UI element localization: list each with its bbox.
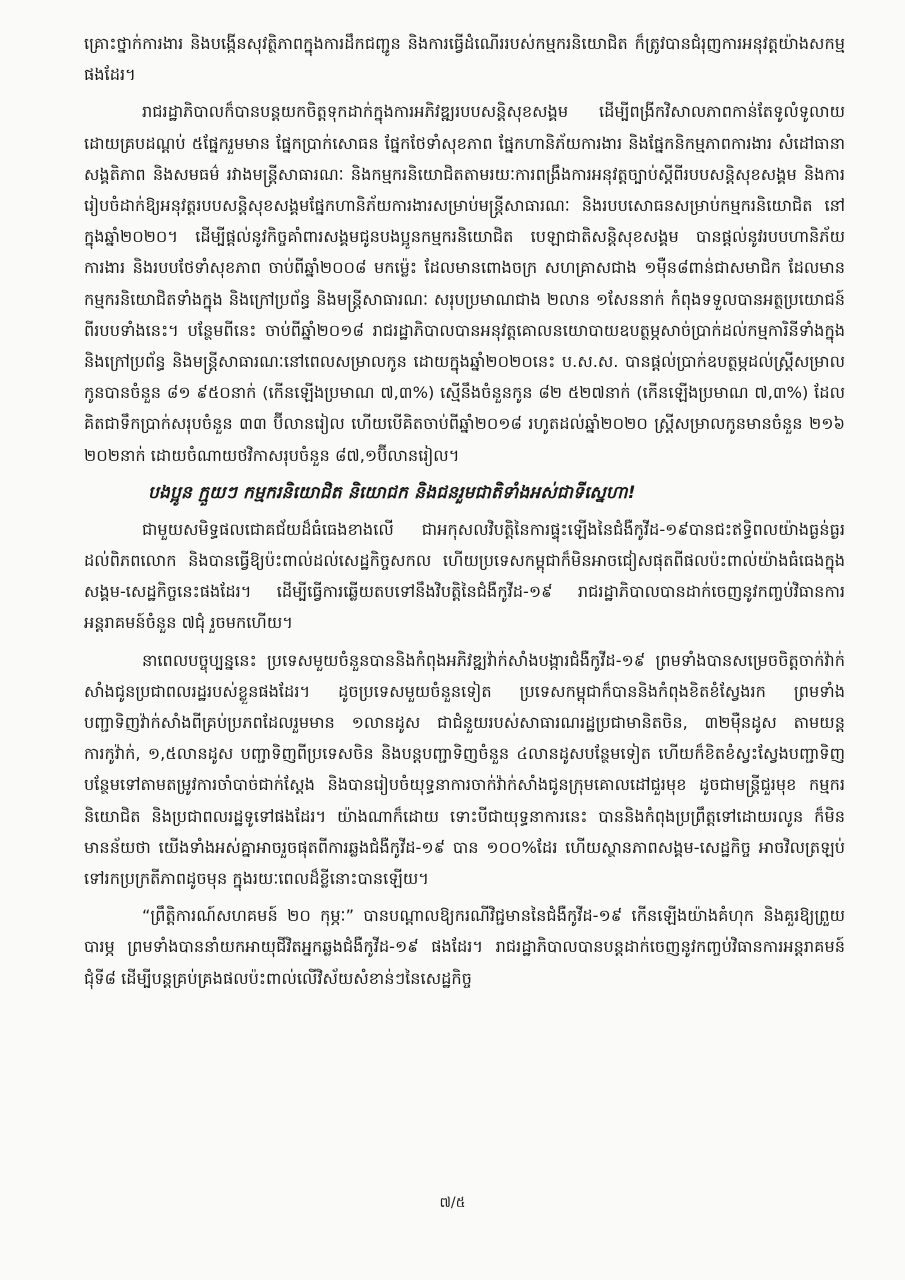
- paragraph-5: “ព្រឹត្តិការណ៍សហគមន៍ ២០ កុម្ភៈ” បានបណ្តាលឱ្យករណីវិជ្ជមាននៃជំងឺកូវីដ-១៩ កើនឡើងយ៉ាងគំហុក និងគួរឱ្យព្រួយបារម្ភ ព្រមទាំងបាននាំយកអាយុជីវិតអ្នកឆ្លងជំងឺកូវីដ-១៩ ផងដែរ។ រាជរដ្ឋាភិបាលបានបន្តដាក់ចេញនូវកញ្ចប់វិធានការអន្តរាគមន៍ជុំទី៨ ដើម្បីបន្តគ្រប់គ្រងផលប៉ះពាល់លើវិស័យសំខាន់ៗនៃសេដ្ឋកិច្ច: [84, 906, 845, 988]
- paragraph-1: គ្រោះថ្នាក់ការងារ និងបង្កើនសុវត្ថិភាពក្នុងការដឹកជញ្ជូន និងការធ្វើដំណើររបស់កម្មករនិយោជិត ក៏ត្រូវបានជំរុញការអនុវត្តយ៉ាងសកម្មផងដែរ។: [84, 34, 845, 85]
- paragraph-2: រាជរដ្ឋាភិបាលក៏បានបន្តយកចិត្តទុកដាក់ក្នុងការអភិវឌ្ឍរបបសន្តិសុខសង្គម ដើម្បីពង្រីកវិសាលភាពកាន់តែទូលំទូលាយ ដោយគ្របដណ្តប់ ៥ផ្នែករួមមាន ផ្នែកប្រាក់សោធន ផ្នែកថែទាំសុខភាព ផ្នែកហានិភ័យការងារ និងផ្នែកនិកម្មភាពការងារ សំដៅធានាសង្គតិភាព និងសមធម៌ រវាងមន្ត្រីសាធារណៈ និងកម្មករនិយោជិតតាមរយៈការពង្រឹងការអនុវត្តច្បាប់ស្តីពីរបបសន្តិសុខសង្គម និងការរៀបចំដាក់ឱ្យអនុវត្តរបបសន្តិសុខសង្គមផ្នែកហានិភ័យការងារសម្រាប់មន្ត្រីសាធារណៈ និងរបបសោធនសម្រាប់កម្មករនិយោជិត នៅក្នុងឆ្នាំ២០២០។ ដើម្បីផ្តល់នូវកិច្ចគាំពារសង្គមជូនបងប្អូនកម្មករនិយោជិត បេឡាជាតិសន្តិសុខសង្គម បានផ្តល់នូវរបបហានិភ័យការងារ និងរបបថែទាំសុខភាព ចាប់ពីឆ្នាំ២០០៨ មកម្ល៉េះ ដែលមានពោងចក្រ សហគ្រាសជាង ១ម៉ឺន៨ពាន់ជាសមាជិក ដែលមានកម្មករនិយោជិតទាំងក្នុង និងក្រៅប្រព័ន្ធ និងមន្ត្រីសាធារណៈ សរុបប្រមាណជាង ២លាន ១សែននាក់ កំពុងទទួលបានអត្ថប្រយោជន៍ពីរបបទាំងនេះ។ បន្ថែមពីនេះ ចាប់ពីឆ្នាំ២០១៨ រាជរដ្ឋាភិបាលបានអនុវត្តគោលនយោបាយឧបត្ថម្ភសាច់ប្រាក់ដល់កម្មការិនីទាំងក្នុង និងក្រៅប្រព័ន្ធ និងមន្ត្រីសាធារណៈនៅពេលសម្រាលកូន ដោយក្នុងឆ្នាំ២០២០នេះ ប.ស.ស. បានផ្តល់ប្រាក់ឧបត្ថម្ភដល់ស្ត្រីសម្រាលកូនបានចំនួន ៨១ ៩៥០នាក់ (កើនឡើងប្រមាណ ៧,៣%) ស្មើនឹងចំនួនកូន ៨២ ៥២៧នាក់ (កើនឡើងប្រមាណ ៧,៣%) ដែលគិតជាទឹកប្រាក់សរុបចំនួន ៣៣ ប៊ីលានរៀល ហើយបើគិតចាប់ពីឆ្នាំ២០១៨ រហូតដល់ឆ្នាំ២០២០ ស្ត្រីសម្រាលកូនមានចំនួន ២១៦ ២០២នាក់ ដោយចំណាយថវិកាសរុបចំនួន ៨៧,១ប៊ីលានរៀល។: [84, 102, 845, 465]
- paragraph-3: ជាមួយសមិទ្ធផលជោគជ័យដ៏ធំធេងខាងលើ ជាអកុសលវិបត្តិនៃការផ្ទុះឡើងនៃជំងឺកូវីដ-១៩បានជះឥទ្ធិពលយ៉ាងធ្ងន់ធ្ងរដល់ពិភពលោក និងបានធ្វើឱ្យប៉ះពាល់ដល់សេដ្ឋកិច្ចសកល ហើយប្រទេសកម្ពុជាក៏មិនអាចជៀសផុតពីផលប៉ះពាល់យ៉ាងធំធេងក្នុងសង្គម-សេដ្ឋកិច្ចនេះផងដែរ។ ដើម្បីធ្វើការឆ្លើយតបទៅនឹងវិបត្តិនៃជំងឺកូវីដ-១៩ រាជរដ្ឋាភិបាលបានដាក់ចេញនូវកញ្ចប់វិធានការអន្តរាគមន៍ចំនួន ៧ជុំ រួចមកហើយ។: [84, 519, 845, 633]
- page-number: ៧/៥: [439, 1195, 466, 1211]
- section-heading: បងប្អូន ក្មួយៗ កម្មករនិយោជិត និយោជក និងជនរួមជាតិទាំងអស់ជាទីស្នេហា!: [148, 482, 636, 503]
- paragraph-4: នាពេលបច្ចុប្បន្ននេះ ប្រទេសមួយចំនួនបាននិងកំពុងអភិវឌ្ឍវ៉ាក់សាំងបង្ការជំងឺកូវីដ-១៩ ព្រមទាំងបានសម្រេចចិត្តចាក់វ៉ាក់សាំងជូនប្រជាពលរដ្ឋរបស់ខ្លួនផងដែរ។ ដូចប្រទេសមួយចំនួនទៀត ប្រទេសកម្ពុជាក៏បាននិងកំពុងខិតខំស្វែងរក ព្រមទាំងបញ្ជាទិញវ៉ាក់សាំងពីគ្រប់ប្រភពដែលរួមមាន ១លានដូស ជាជំនួយរបស់សាធារណរដ្ឋប្រជាមានិតចិន, ៣២ម៉ឺនដូស តាមយន្តការកូវ៉ាក់, ១,៥លានដូស បញ្ជាទិញពីប្រទេសចិន និងបន្តបញ្ជាទិញចំនួន ៤លានដូសបន្ថែមទៀត ហើយក៏ខិតខំស្វះស្វែងបញ្ជាទិញបន្ថែមទៅតាមតម្រូវការចាំបាច់ជាក់ស្តែង និងបានរៀបចំយុទ្ធនាការចាក់វ៉ាក់សាំងជូនក្រុមគោលដៅជួរមុខ ដូចជាមន្ត្រីជួរមុខ កម្មករនិយោជិត និងប្រជាពលរដ្ឋទូទៅផងដែរ។ យ៉ាងណាក៏ដោយ ទោះបីជាយុទ្ធនាការនេះ បាននិងកំពុងប្រព្រឹត្តទៅដោយរលូន ក៏មិនមានន័យថា យើងទាំងអស់គ្នាអាចរួចផុតពីការឆ្លងជំងឺកូវីដ-១៩ បាន ១០០%ដែរ ហើយស្ថានភាពសង្គម-សេដ្ឋកិច្ច អាចវិលត្រឡប់ទៅរកប្រក្រតីភាពដូចមុន ក្នុងរយៈពេលដ៏ខ្លីនោះបានឡើយ។: [84, 650, 845, 889]
